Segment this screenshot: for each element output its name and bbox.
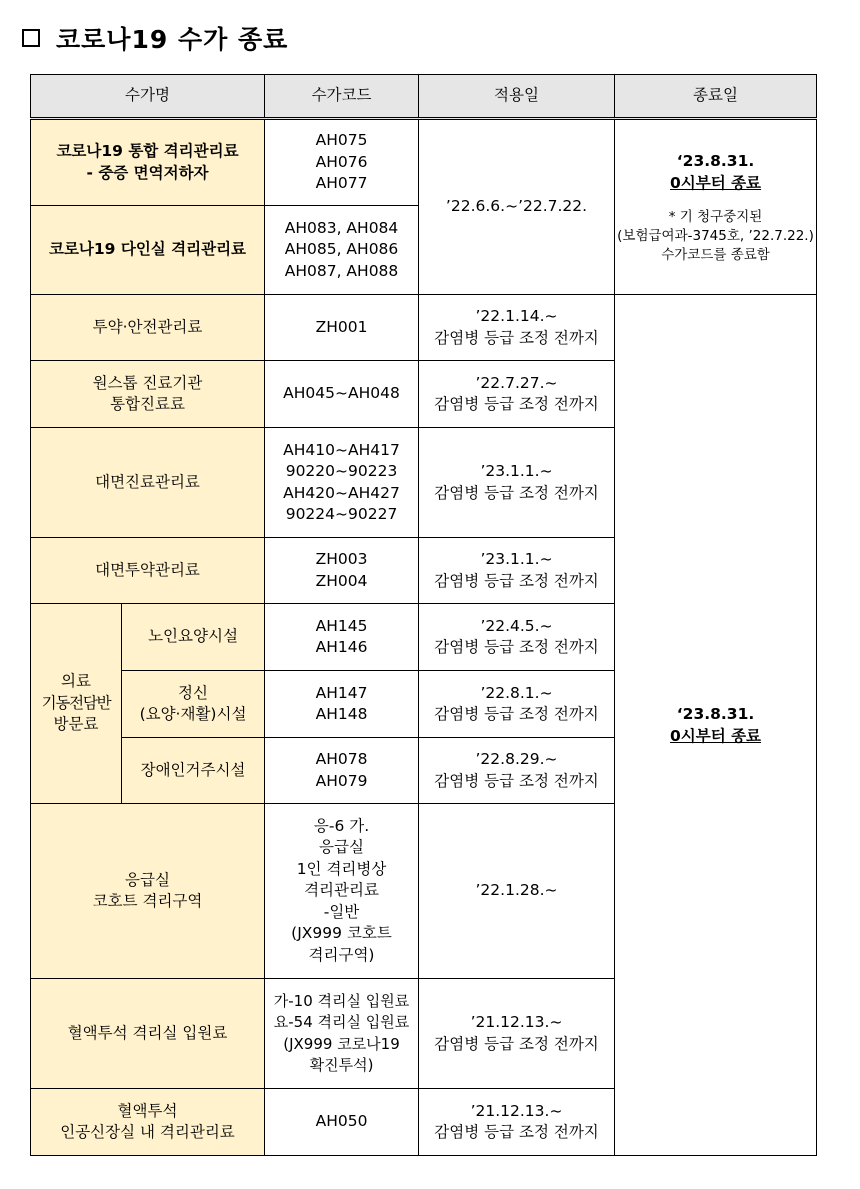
fee-code <box>265 804 419 979</box>
date-line: 감염병 등급 조정 전까지 <box>434 1123 599 1141</box>
covid-fee-table <box>30 74 817 1156</box>
group-name <box>31 604 122 804</box>
page-title <box>22 20 288 56</box>
end-date-value: ‘23.8.31. <box>676 705 755 723</box>
code-line: 90220~90223 <box>285 462 398 480</box>
fee-name-line: 응급실 <box>125 870 170 889</box>
fee-name-line: 정신 <box>178 683 208 702</box>
end-date-second <box>615 295 817 1156</box>
code-line: AH420~AH427 <box>283 483 400 502</box>
fee-code <box>265 295 419 361</box>
header-end-date: 종료일 <box>615 75 817 119</box>
checkbox-square-icon <box>22 29 40 47</box>
apply-date <box>419 738 615 804</box>
end-date-text: 0시부터 종료 <box>669 727 762 745</box>
fee-name: 투약·안전관리료 <box>31 295 265 361</box>
end-date-first <box>615 119 817 295</box>
code-line: 요-54 격리실 입원료 <box>273 1013 410 1031</box>
code-line: AH050 <box>315 1112 368 1131</box>
code-line: 응-6 가. <box>313 816 370 835</box>
fee-code <box>265 738 419 804</box>
fee-code <box>265 206 419 295</box>
date-line: 감염병 등급 조정 전까지 <box>434 483 599 502</box>
date-line: 감염병 등급 조정 전까지 <box>434 771 599 790</box>
note-line: * 기 청구중지된 <box>668 208 763 225</box>
date-line: ’22.7.27.~ <box>475 373 558 392</box>
code-line: ZH001 <box>315 317 368 336</box>
fee-code <box>265 1089 419 1156</box>
code-line: 가-10 격리실 입원료 <box>273 991 410 1010</box>
group-name-line: 방문료 <box>53 715 99 734</box>
code-line: AH045~AH048 <box>283 384 400 403</box>
apply-date <box>419 119 615 295</box>
code-line: 90224~90227 <box>285 505 398 523</box>
fee-code <box>265 119 419 206</box>
table-row <box>31 295 817 361</box>
date-line: ’23.1.1.~ <box>480 550 553 568</box>
fee-name: 대면진료관리료 <box>31 428 265 538</box>
code-line: (JX999 코호트 <box>291 924 392 943</box>
date-line: ’22.8.1.~ <box>480 683 553 702</box>
group-name-line: 기동전담반 <box>41 693 111 712</box>
date-line: ’21.12.13.~ <box>470 1013 563 1031</box>
code-line: 격리관리료 <box>304 881 379 900</box>
code-line: (JX999 코로나19 <box>283 1034 400 1053</box>
fee-name-line: 코로나19 통합 격리관리료 <box>56 142 239 160</box>
code-line: AH076 <box>315 152 368 171</box>
fee-code <box>265 979 419 1089</box>
note-line: 수가코드를 종료함 <box>661 246 770 263</box>
header-row <box>31 75 817 119</box>
fee-name <box>31 804 265 979</box>
date-line: ’22.1.28.~ <box>475 881 558 900</box>
end-date-text: 0시부터 종료 <box>669 173 762 192</box>
date-line: 감염병 등급 조정 전까지 <box>434 638 599 656</box>
fee-name: 코로나19 다인실 격리관리료 <box>31 206 265 295</box>
fee-name: 혈액투석 격리실 입원료 <box>31 979 265 1089</box>
apply-date <box>419 1089 615 1156</box>
header-fee-code: 수가코드 <box>265 75 419 119</box>
fee-name <box>122 671 265 738</box>
note-line: (보험급여과-3745호, ’22.7.22.) <box>617 227 814 244</box>
fee-name: 장애인거주시설 <box>122 738 265 804</box>
code-line: AH083, AH084 <box>284 218 399 237</box>
code-line: 1인 격리병상 <box>296 859 387 878</box>
fee-code <box>265 361 419 428</box>
code-line: 응급실 <box>319 838 364 857</box>
group-name-line: 의료 <box>61 672 91 691</box>
date-line: 감염병 등급 조정 전까지 <box>434 705 599 723</box>
date-line: 감염병 등급 조정 전까지 <box>434 1034 599 1053</box>
code-line: AH087, AH088 <box>284 261 399 280</box>
apply-date <box>419 295 615 361</box>
date-line: 감염병 등급 조정 전까지 <box>434 571 599 590</box>
fee-name-line: - 중증 면역저하자 <box>86 163 209 182</box>
fee-code <box>265 671 419 738</box>
apply-date <box>419 361 615 428</box>
date-line: ’23.1.1.~ <box>480 462 553 480</box>
code-line: AH147 <box>315 683 368 702</box>
fee-name-line: (요양·재활)시설 <box>139 705 247 723</box>
fee-name <box>31 1089 265 1156</box>
fee-name-line: 원스톱 진료기관 <box>92 373 203 392</box>
fee-name-line: 통합진료료 <box>110 395 185 413</box>
page-title-text: 코로나19 수가 종료 <box>56 25 289 54</box>
table-row <box>31 119 817 206</box>
code-line: ZH004 <box>315 571 368 590</box>
apply-date <box>419 671 615 738</box>
apply-date <box>419 428 615 538</box>
fee-name-line: 인공신장실 내 격리관리료 <box>60 1123 235 1141</box>
code-line: AH410~AH417 <box>283 440 400 459</box>
end-date-note <box>617 208 814 265</box>
code-line: 확진투석) <box>309 1056 374 1074</box>
code-line: AH146 <box>315 638 368 656</box>
apply-date <box>419 804 615 979</box>
code-line: AH075 <box>315 131 368 150</box>
fee-name-line: 코호트 격리구역 <box>92 892 203 910</box>
code-line: ZH003 <box>315 550 368 568</box>
header-fee-name: 수가명 <box>31 75 265 119</box>
code-line: AH079 <box>315 771 368 790</box>
apply-date <box>419 538 615 604</box>
date-line: ’22.6.6.~’22.7.22. <box>445 197 588 216</box>
date-line: ’22.4.5.~ <box>480 616 553 635</box>
code-line: AH085, AH086 <box>284 240 399 259</box>
date-line: ’22.8.29.~ <box>475 750 558 768</box>
apply-date <box>419 604 615 671</box>
date-line: ’21.12.13.~ <box>470 1101 563 1120</box>
date-line: 감염병 등급 조정 전까지 <box>434 395 599 413</box>
code-line: AH078 <box>315 750 368 768</box>
code-line: AH148 <box>315 705 368 723</box>
code-line: 격리구역) <box>308 945 375 964</box>
fee-name: 대면투약관리료 <box>31 538 265 604</box>
code-line: -일반 <box>323 902 360 921</box>
fee-code <box>265 604 419 671</box>
code-line: AH077 <box>315 174 368 193</box>
date-line: ’22.1.14.~ <box>475 307 558 325</box>
header-apply-date: 적용일 <box>419 75 615 119</box>
fee-code <box>265 538 419 604</box>
fee-code <box>265 428 419 538</box>
fee-name: 노인요양시설 <box>122 604 265 671</box>
date-line: 감염병 등급 조정 전까지 <box>434 328 599 347</box>
fee-name-line: 혈액투석 <box>117 1101 178 1120</box>
apply-date <box>419 979 615 1089</box>
fee-name <box>31 361 265 428</box>
fee-name <box>31 119 265 206</box>
end-date-value: ‘23.8.31. <box>676 151 755 170</box>
code-line: AH145 <box>315 616 368 635</box>
